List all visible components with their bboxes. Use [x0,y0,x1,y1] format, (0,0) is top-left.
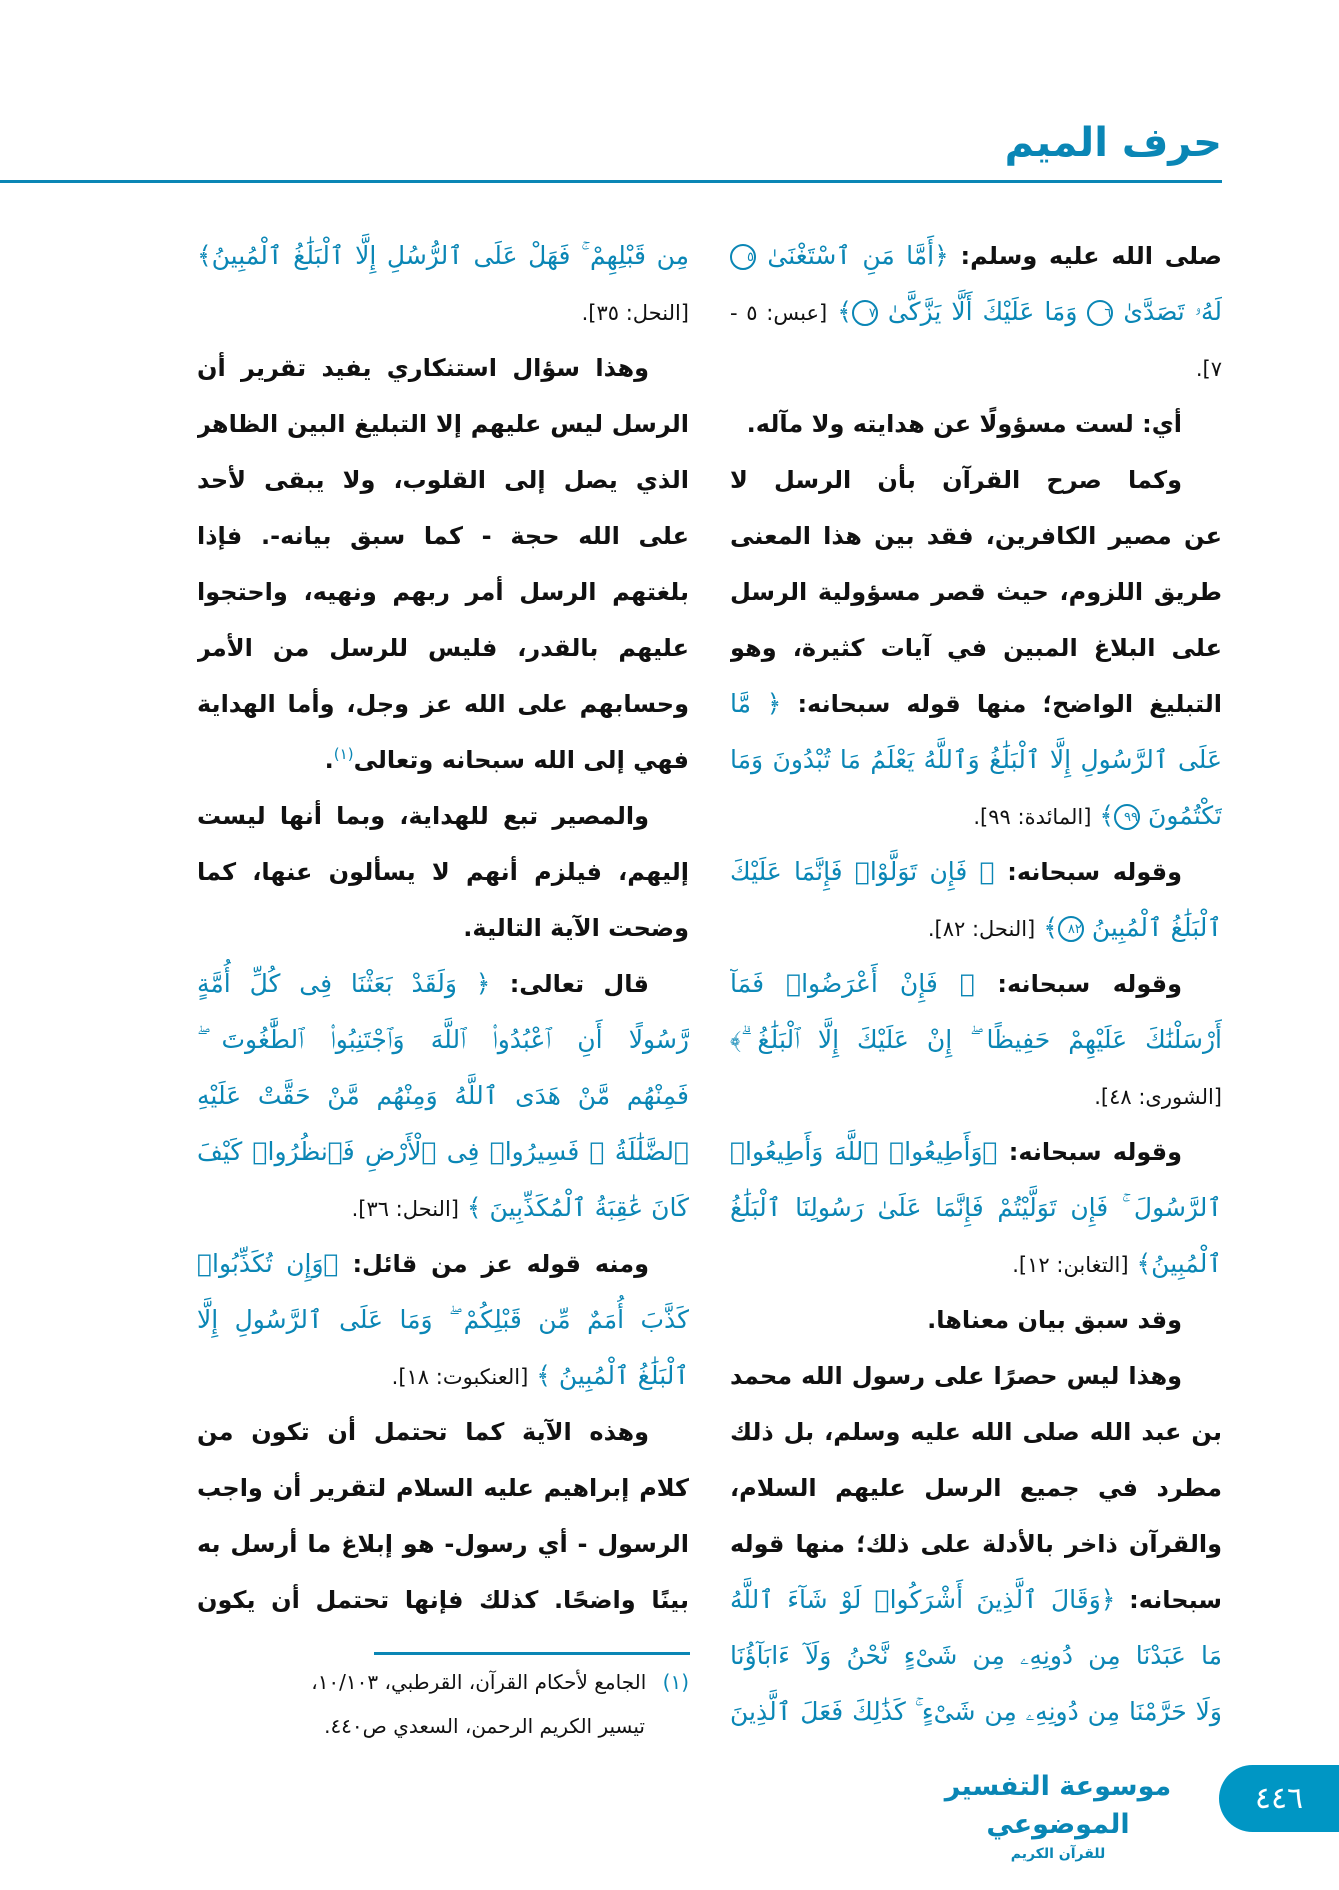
body-text: التبليغ الواضح؛ منها قوله سبحانه: [781,690,1222,718]
text-line [197,676,689,732]
text-line [197,620,689,676]
body-text: الذي يصل إلى القلوب، ولا يبقى لأحد [197,466,689,494]
verse-number-marker: ٦ [1087,300,1113,326]
text-line [730,620,1222,676]
quran-verse-text: مَا عَبَدْنَا مِن دُونِهِۦ مِن شَىْءٍ نَّحْنُ وَلَآ ءَابَآؤُنَا [730,1641,1222,1670]
quran-verse-text: عَلَى ٱلرَّسُولِ إِلَّا ٱلْبَلَٰغُ وَٱللَّهُ يَعْلَمُ مَا تُبْدُونَ وَمَا [730,745,1222,774]
logo-title: موسوعة التفسير الموضوعي [944,1771,1172,1840]
text-line [730,228,1222,284]
text-line [730,676,1222,732]
quran-verse-text: ٱلْبَلَٰغُ ٱلْمُبِينُ ﴾ [528,1361,689,1390]
body-text: صلى الله عليه وسلم: [948,242,1222,270]
quran-verse-text: ﴾ [1035,913,1058,942]
text-line [730,1628,1222,1684]
footnote-line [197,1660,689,1704]
body-text: على الله حجة - كما سبق بيانه-. فإذا [197,522,689,550]
text-line [197,1572,689,1628]
verse-reference: [العنكبوت: ١٨]. [391,1365,529,1389]
body-text: والمصير تبع للهداية، وبما أنها ليست [197,802,649,830]
body-text: . [324,746,334,774]
footnote-text: الجامع لأحكام القرآن، القرطبي، ١٠/١٠٣، [311,1670,647,1694]
verse-number-marker: ٩٩ [1114,804,1140,830]
body-text: أي: لست مسؤولًا عن هدايته ولا مآله. [746,410,1182,438]
text-line [730,1404,1222,1460]
right-text-column [730,228,1222,1740]
text-line [730,1124,1222,1180]
body-text: الرسول - أي رسول- هو إبلاغ ما أرسل به [197,1530,689,1558]
quran-verse-text: ﴿وَإِن تُكَذِّبُوا۟ [197,1249,339,1278]
body-text: وقد سبق بيان معناها. [927,1306,1182,1334]
body-text: وقوله سبحانه: [997,1138,1183,1166]
footnote-number: (١) [662,1670,689,1694]
text-line [730,788,1222,844]
body-text: على البلاغ المبين في آيات كثيرة، وهو [730,634,1222,662]
text-line [197,508,689,564]
text-line [197,1180,689,1236]
verse-reference: [النحل: ٣٦]. [351,1197,459,1221]
text-line [730,844,1222,900]
body-text: وهذا سؤال استنكاري يفيد تقرير أن [197,354,649,382]
text-line [730,564,1222,620]
text-line [197,284,689,340]
body-text: مطرد في جميع الرسل عليهم السلام، [730,1474,1222,1502]
quran-verse-text: لَهُۥ تَصَدَّىٰ [1113,297,1222,326]
quran-verse-text: ٱلْبَلَٰغُ ٱلْمُبِينُ [1083,913,1222,942]
body-text: عليهم بالقدر، فليس للرسل من الأمر [197,634,689,662]
text-line [197,732,689,788]
footnote-divider [374,1652,690,1655]
text-line [197,340,689,396]
text-line [730,732,1222,788]
left-text-column [197,228,689,1628]
quran-verse-text: ٱلْمُبِينُ﴾ [1128,1249,1222,1278]
text-line [197,1012,689,1068]
body-text: سبحانه: [1115,1586,1222,1614]
text-line [197,788,689,844]
text-line [197,396,689,452]
text-line [730,340,1222,396]
text-line [197,900,689,956]
quran-verse-text: ﴿وَقَالَ ٱلَّذِينَ أَشْرَكُوا۟ لَوْ شَآءَ ٱللَّهُ [730,1585,1116,1614]
text-line [197,1292,689,1348]
quran-verse-text: فَمِنْهُم مَّنْ هَدَى ٱللَّهُ وَمِنْهُم مَّنْ حَقَّتْ عَلَيْهِ [197,1081,689,1110]
text-line [730,284,1222,340]
text-line [197,1348,689,1404]
text-line [197,1404,689,1460]
footnote-text: تيسير الكريم الرحمن، السعدي ص٤٤٠. [324,1714,645,1738]
text-line [197,1068,689,1124]
body-text: وكما صرح القرآن بأن الرسل لا [730,466,1182,494]
verse-number-marker: ٧ [852,300,878,326]
text-line [730,1236,1222,1292]
quran-verse-text: وَلَا حَرَّمْنَا مِن دُونِهِۦ مِن شَىْءٍ ۚ كَذَٰلِكَ فَعَلَ ٱلَّذِينَ [730,1697,1222,1726]
body-text: والقرآن ذاخر بالأدلة على ذلك؛ منها قوله [730,1530,1222,1558]
quran-verse-text: ٱلرَّسُولَ ۚ فَإِن تَوَلَّيْتُمْ فَإِنَّمَا عَلَىٰ رَسُولِنَا ٱلْبَلَٰغُ [730,1193,1222,1222]
verse-reference: [النحل: ٨٢]. [927,917,1036,941]
encyclopedia-logo [934,1768,1182,1864]
verse-reference: [التغابن: ١٢]. [1012,1253,1129,1277]
text-line [197,844,689,900]
text-line [197,564,689,620]
body-text: وحسابهم على الله عز وجل، وأما الهداية [197,690,689,718]
text-line [730,956,1222,1012]
body-text: عن مصير الكافرين، فقد بين هذا المعنى [730,522,1222,550]
quran-verse-text: رَّسُولًا أَنِ ٱعْبُدُوا۟ ٱللَّهَ وَٱجْتَنِبُوا۟ ٱلطَّٰغُوتَ ۖ [197,1025,689,1054]
text-line [197,452,689,508]
text-line [730,1012,1222,1068]
body-text: ومنه قوله عز من قائل: [338,1250,649,1278]
quran-verse-text: وَمَا عَلَيْكَ أَلَّا يَزَّكَّىٰ [877,297,1088,326]
text-line [197,1236,689,1292]
body-text: بينًا واضحًا. كذلك فإنها تحتمل أن يكون [197,1586,689,1614]
verse-reference: [عبس: ٥ - [730,301,828,325]
text-line [730,1292,1222,1348]
chapter-title: حرف الميم [1004,120,1222,166]
text-line [730,396,1222,452]
verse-number-marker: ٨٢ [1058,916,1084,942]
quran-verse-text: مِن قَبْلِهِمْ ۚ فَهَلْ عَلَى ٱلرُّسُلِ إِلَّا ٱلْبَلَٰغُ ٱلْمُبِينُ﴾ [197,241,689,270]
verse-reference: [المائدة: ٩٩]. [973,805,1092,829]
text-line [730,452,1222,508]
text-line [730,508,1222,564]
text-line [730,1068,1222,1124]
quran-verse-text: ﴿وَأَطِيعُوا۟ ٱللَّهَ وَأَطِيعُوا۟ [730,1137,998,1166]
quran-verse-text: ﴿ فَإِن تَوَلَّوْا۟ فَإِنَّمَا عَلَيْكَ [730,857,995,886]
text-line [730,1684,1222,1740]
text-line [197,1124,689,1180]
quran-verse-text: كَانَ عَٰقِبَةُ ٱلْمُكَذِّبِينَ ﴾ [458,1193,689,1222]
text-line [197,956,689,1012]
body-text: وهذه الآية كما تحتمل أن تكون من [197,1418,649,1446]
body-text: الرسل ليس عليهم إلا التبليغ البين الظاهر [197,410,689,438]
footnote-marker: (١) [333,745,354,763]
text-line [730,1516,1222,1572]
header-divider [0,180,1222,183]
text-line [730,1180,1222,1236]
quran-verse-text: ٱلضَّلَٰلَةُ ۚ فَسِيرُوا۟ فِى ٱلْأَرْضِ فَٱنظُرُوا۟ كَيْفَ [197,1137,689,1166]
logo-subtitle: للقرآن الكريم [1010,1846,1106,1862]
quran-verse-text: ﴾ [827,297,852,326]
verse-reference: ٧]. [1195,357,1222,381]
page-number-badge: ٤٤٦ [1219,1765,1339,1832]
quran-verse-text: كَذَّبَ أُمَمٌ مِّن قَبْلِكُمْ ۖ وَمَا عَلَى ٱلرَّسُولِ إِلَّا [197,1305,689,1334]
footnotes [197,1660,689,1748]
quran-verse-text: ﴾ [1091,801,1115,830]
body-text: إليهم، فيلزم أنهم لا يسألون عنها، كما [197,858,689,886]
quran-verse-text: ﴿ فَإِنْ أَعْرَضُوا۟ فَمَآ [730,969,975,998]
body-text: وقوله سبحانه: [994,858,1182,886]
text-line [730,1460,1222,1516]
text-line [197,1516,689,1572]
verse-reference: [النحل: ٣٥]. [581,301,689,325]
text-line [730,1348,1222,1404]
text-line [197,228,689,284]
text-line [197,1460,689,1516]
body-text: كلام إبراهيم عليه السلام لتقرير أن واجب [197,1474,689,1502]
quran-verse-text: تَكْتُمُونَ [1140,801,1222,830]
footnote-line [197,1704,689,1748]
text-line [730,900,1222,956]
text-line [730,1572,1222,1628]
body-text: قال تعالى: [490,970,649,998]
verse-reference: [الشورى: ٤٨]. [1094,1085,1222,1109]
quran-verse-text: ﴿ مَّا [730,689,782,718]
quran-verse-text: ﴿ وَلَقَدْ بَعَثْنَا فِى كُلِّ أُمَّةٍ [197,969,491,998]
body-text: طريق اللزوم، حيث قصر مسؤولية الرسل [730,578,1222,606]
quran-verse-text: أَرْسَلْنَٰكَ عَلَيْهِمْ حَفِيظًا ۖ إِنْ عَلَيْكَ إِلَّا ٱلْبَلَٰغُ ۗ﴾ [730,1025,1222,1054]
body-text: بن عبد الله صلى الله عليه وسلم، بل ذلك [730,1418,1222,1446]
body-text: بلغتهم الرسل أمر ربهم ونهيه، واحتجوا [197,578,689,606]
quran-verse-text: ﴿أَمَّا مَنِ ٱسْتَغْنَىٰ [756,241,949,270]
body-text: وضحت الآية التالية. [463,914,689,942]
body-text: فهي إلى الله سبحانه وتعالى [353,746,689,774]
body-text: وهذا ليس حصرًا على رسول الله محمد [730,1362,1182,1390]
body-text: وقوله سبحانه: [974,970,1182,998]
verse-number-marker: ٥ [730,244,756,270]
